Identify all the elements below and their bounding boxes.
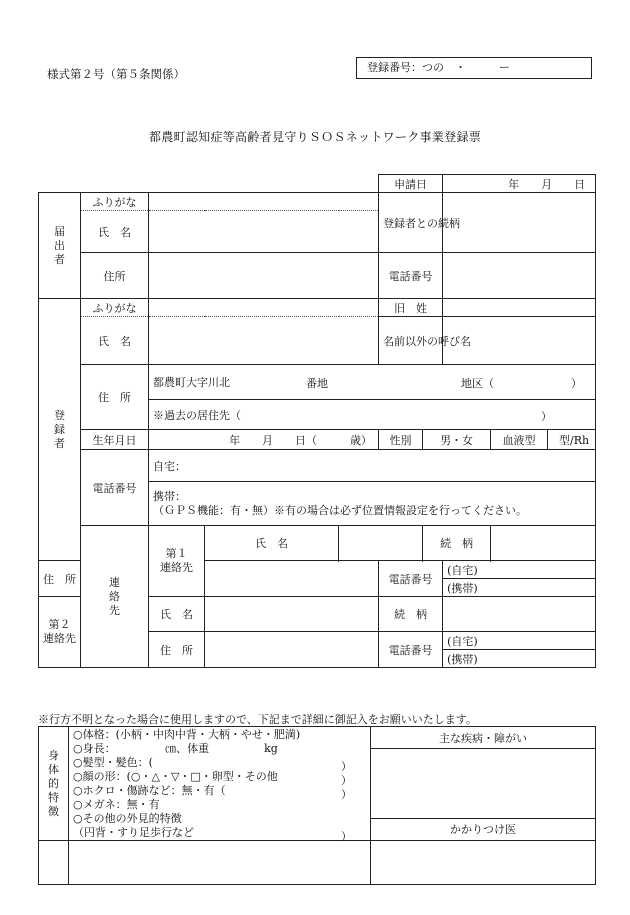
second-contact-label: 第２ 連絡先 bbox=[39, 597, 81, 668]
home-phone-field[interactable]: 自宅： bbox=[149, 450, 596, 482]
feature-other: ○その他の外見的特徴 bbox=[73, 812, 182, 825]
applicant-furigana-label: ふりがな bbox=[81, 193, 149, 211]
applicant-phone-field[interactable] bbox=[443, 253, 596, 299]
face-paren: ） bbox=[341, 774, 352, 787]
form-number: 様式第２号（第５条関係） bbox=[47, 67, 185, 81]
past-address-field[interactable] bbox=[149, 400, 596, 430]
second-contact-address-field[interactable] bbox=[205, 632, 379, 668]
birthdate-field[interactable]: 年 月 日（ 歳） bbox=[149, 430, 379, 450]
first-contact-label: 第１ 連絡先 bbox=[149, 526, 205, 597]
section-applicant: 届 出 者 bbox=[39, 193, 81, 299]
application-date-label: 申請日 bbox=[379, 175, 443, 193]
hair-paren: ） bbox=[341, 760, 352, 773]
first-contact-name-field[interactable] bbox=[339, 526, 423, 561]
registrant-furigana-label: ふりがな bbox=[81, 299, 149, 317]
birthdate-label: 生年月日 bbox=[81, 430, 149, 450]
gps-note: （ＧＰＳ機能：有・無）※有の場合は必ず位置情報設定を行ってください。 bbox=[153, 503, 527, 517]
first-contact-mobile-field[interactable]: (携帯) bbox=[443, 579, 596, 597]
other-paren: ） bbox=[341, 830, 352, 843]
applicant-name-field[interactable] bbox=[149, 211, 379, 253]
applicant-name-label: 氏 名 bbox=[81, 211, 149, 253]
address-prefix: 都農町大字川北 bbox=[153, 376, 230, 389]
blood-type-label: 血液型 bbox=[491, 430, 548, 450]
second-contact-name-label: 氏 名 bbox=[149, 597, 205, 632]
second-contact-phone-label: 電話番号 bbox=[379, 632, 443, 668]
second-contact-mobile-field[interactable]: (携帯) bbox=[443, 650, 596, 668]
past-address-close: ） bbox=[541, 410, 552, 423]
features-field[interactable] bbox=[69, 727, 371, 841]
relation-field[interactable] bbox=[443, 193, 596, 253]
former-name-field[interactable] bbox=[443, 299, 596, 317]
blood-type-field[interactable]: 型/Rh bbox=[548, 430, 596, 450]
former-name-label: 旧 姓 bbox=[379, 299, 443, 317]
illness-label: 主な疾病・障がい bbox=[371, 727, 596, 749]
second-contact-relation-label: 続 柄 bbox=[379, 597, 443, 632]
feature-other-example: （円背・すり足歩行など bbox=[73, 826, 194, 839]
registrant-name-label: 氏 名 bbox=[81, 317, 149, 365]
applicant-address-label: 住所 bbox=[81, 253, 149, 299]
registrant-phone-label: 電話番号 bbox=[81, 450, 149, 526]
first-contact-home-field[interactable]: (自宅) bbox=[443, 561, 596, 579]
past-address-label: ※過去の居住先（ bbox=[153, 408, 241, 422]
relation-label: 登録者との続柄 bbox=[379, 193, 443, 253]
second-contact-address-label: 住 所 bbox=[149, 632, 205, 668]
second-contact-name-field[interactable] bbox=[205, 597, 379, 632]
applicant-furigana-field[interactable] bbox=[149, 193, 379, 211]
first-contact-name-label: 氏 名 bbox=[205, 526, 339, 561]
second-contact-relation-field[interactable] bbox=[443, 597, 596, 632]
features-table bbox=[38, 726, 596, 885]
application-date-field[interactable]: 年 月 日 bbox=[443, 175, 596, 193]
feature-marks: ○ホクロ・傷跡など：無・有（ bbox=[73, 784, 226, 797]
doctor-field[interactable] bbox=[371, 841, 596, 885]
missing-person-note: ※行方不明となった場合に使用しますので、下記まで詳細に御記入をお願いいたします。 bbox=[38, 713, 477, 726]
first-contact-relation-label: 続 柄 bbox=[423, 526, 491, 561]
first-contact-phone-label: 電話番号 bbox=[379, 561, 443, 597]
section-contacts: 連 絡 先 bbox=[81, 526, 149, 668]
registrant-name-field[interactable] bbox=[149, 317, 379, 365]
mobile-label: 携帯： bbox=[153, 489, 186, 503]
registration-number-box: 登録番号：つの ・ ー bbox=[356, 57, 592, 79]
feature-glasses: ○メガネ：無・有 bbox=[73, 798, 160, 811]
applicant-address-field[interactable] bbox=[149, 253, 379, 299]
section-registrant: 登 録 者 bbox=[39, 299, 81, 561]
sex-field[interactable]: 男・女 bbox=[423, 430, 491, 450]
feature-build: ○体格：(小柄・中肉中背・大柄・やせ・肥満) bbox=[73, 728, 301, 741]
first-contact-address-label: 住 所 bbox=[39, 561, 81, 597]
registration-table bbox=[38, 174, 596, 668]
registrant-address-label: 住 所 bbox=[81, 365, 149, 430]
registrant-furigana-field[interactable] bbox=[149, 299, 379, 317]
second-contact-home-field[interactable]: (自宅) bbox=[443, 632, 596, 650]
feature-height: ○身長： ㎝、体重 kg bbox=[73, 742, 278, 755]
applicant-phone-label: 電話番号 bbox=[379, 253, 443, 299]
nickname-label: 名前以外の呼び名 bbox=[379, 317, 443, 365]
first-contact-address-field[interactable] bbox=[205, 561, 379, 597]
illness-field[interactable] bbox=[371, 749, 596, 819]
address-district: 地区（ ） bbox=[461, 377, 582, 390]
doctor-label: かかりつけ医 bbox=[371, 818, 596, 840]
section-features: 身 体 的 特 徴 bbox=[39, 727, 69, 841]
feature-hair: ○髪型・髪色：( bbox=[73, 756, 153, 769]
marks-paren: ） bbox=[341, 788, 352, 801]
registrant-address-field[interactable] bbox=[149, 365, 596, 400]
address-banchi: 番地 bbox=[306, 377, 328, 390]
first-contact-relation-field[interactable] bbox=[491, 526, 596, 561]
sex-label: 性別 bbox=[379, 430, 423, 450]
page-title: 都農町認知症等高齢者見守りＳＯＳネットワーク事業登録票 bbox=[148, 130, 482, 144]
feature-face: ○顔の形：(○・△・▽・□・卵型・その他 bbox=[73, 770, 278, 783]
mobile-phone-field[interactable] bbox=[149, 482, 596, 526]
